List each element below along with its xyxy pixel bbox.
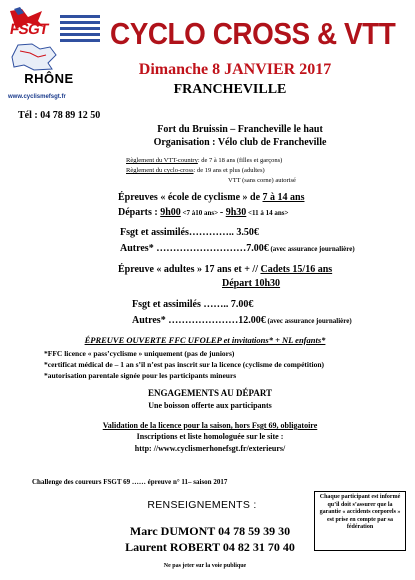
ecole-autres-note: (avec assurance journalière) bbox=[268, 245, 355, 253]
public-notice: Ne pas jeter sur la voie publique bbox=[163, 563, 247, 569]
reglement-vtt-text: : de 7 à 18 ans (filles et garçons) bbox=[197, 157, 283, 164]
logo-text-lines-icon bbox=[60, 15, 100, 51]
fsgt-rhone-logo bbox=[4, 3, 104, 111]
inscriptions-text: Inscriptions et liste homologuée sur le site : bbox=[136, 432, 284, 441]
logo-region: RHÔNE bbox=[24, 71, 74, 86]
phone-number: Tél : 04 78 89 12 50 bbox=[18, 110, 101, 121]
adultes-depart: Départ 10h30 bbox=[222, 278, 281, 289]
ecole-departs bbox=[118, 207, 289, 218]
event-organisation: Organisation : Vélo club de Francheville bbox=[153, 137, 327, 148]
ecole-price-fsgt: Fsgt et assimilés………….. 3.50€ bbox=[120, 227, 259, 238]
departs-separator: - bbox=[219, 207, 226, 218]
note-autorisation: *autorisation parentale signée pour les participants mineurs bbox=[44, 371, 237, 380]
engagements-heading: ENGAGEMENTS AU DÉPART bbox=[147, 388, 273, 398]
page-title: CYCLO CROSS & VTT bbox=[110, 16, 396, 51]
validation-text: Validation de la licence pour la saison, hors Fsgt 69, obligatoire bbox=[102, 421, 318, 430]
departs-label: Départs : bbox=[118, 207, 161, 218]
adultes-price-autres bbox=[132, 315, 352, 326]
note-certificat: *certificat médical de – 1 an s’il n’est pas inscrit sur la licence (cyclisme de compétition) bbox=[44, 360, 325, 369]
ecole-age-range: 7 à 14 ans bbox=[262, 192, 305, 203]
reglement-cyclo-text: : de 19 ans et plus (adultes) bbox=[193, 167, 265, 174]
adultes-autres-price: Autres* …………………12.00€ bbox=[132, 315, 266, 326]
depart-age-2: <11 à 14 ans> bbox=[246, 209, 289, 217]
adultes-heading bbox=[118, 264, 332, 275]
adultes-price-fsgt: Fsgt et assimilés …….. 7.00€ bbox=[132, 299, 254, 310]
depart-age-1: <7 à10 ans> bbox=[180, 209, 220, 217]
depart-time-2: 9h30 bbox=[225, 207, 247, 218]
website-link[interactable]: http: //www.cyclismerhonefsgt.fr/exterieurs/ bbox=[134, 444, 286, 453]
reglement-vtt-link: Règlement du VTT-country bbox=[126, 157, 198, 164]
ecole-heading-text: Épreuves « école de cyclisme » de bbox=[118, 192, 263, 203]
adultes-heading-text: Épreuve « adultes » 17 ans et + // bbox=[118, 264, 261, 275]
epreuve-ouverte: ÉPREUVE OUVERTE FFC UFOLEP et invitations* + NL enfants* bbox=[84, 335, 326, 345]
cadets-label: Cadets 15/16 ans bbox=[260, 264, 333, 275]
logo-url: www.cyclismefsgt.fr bbox=[8, 94, 66, 100]
reglement-cyclo-link: Règlement du cyclo-cross bbox=[126, 167, 194, 174]
event-city: FRANCHEVILLE bbox=[173, 82, 287, 97]
contact-marc: Marc DUMONT 04 78 59 39 30 bbox=[129, 524, 291, 538]
insurance-note-box: Chaque participant est informé qu’il doit s’assurer que la garantie « accidents corporels » est prise en compte par sa fédération bbox=[314, 491, 406, 551]
event-place: Fort du Bruissin – Francheville le haut bbox=[157, 124, 323, 135]
reglement-note: VTT (sans corne) autorisé bbox=[228, 177, 296, 184]
adultes-autres-note: (avec assurance journalière) bbox=[265, 317, 352, 325]
event-date: Dimanche 8 JANVIER 2017 bbox=[138, 61, 332, 78]
contact-laurent: Laurent ROBERT 04 82 31 70 40 bbox=[125, 540, 295, 554]
ecole-autres-price: Autres* ………………………7.00€ bbox=[120, 243, 269, 254]
boisson-text: Une boisson offerte aux participants bbox=[148, 401, 272, 410]
reglement-cyclo bbox=[126, 167, 265, 174]
rhone-map-icon bbox=[10, 43, 58, 71]
renseignements-heading: RENSEIGNEMENTS : bbox=[147, 499, 257, 511]
challenge-text: Challenge des coureurs FSGT 69 …… épreuve n° 11– saison 2017 bbox=[32, 478, 228, 486]
ecole-heading bbox=[118, 192, 304, 203]
logo-brand: FSGT bbox=[8, 21, 50, 38]
depart-time-1: 9h00 bbox=[160, 207, 181, 218]
reglement-vtt bbox=[126, 157, 282, 164]
note-ffc: *FFC licence « pass’cyclisme » uniquement (pas de juniors) bbox=[44, 349, 235, 358]
ecole-price-autres bbox=[120, 243, 355, 254]
